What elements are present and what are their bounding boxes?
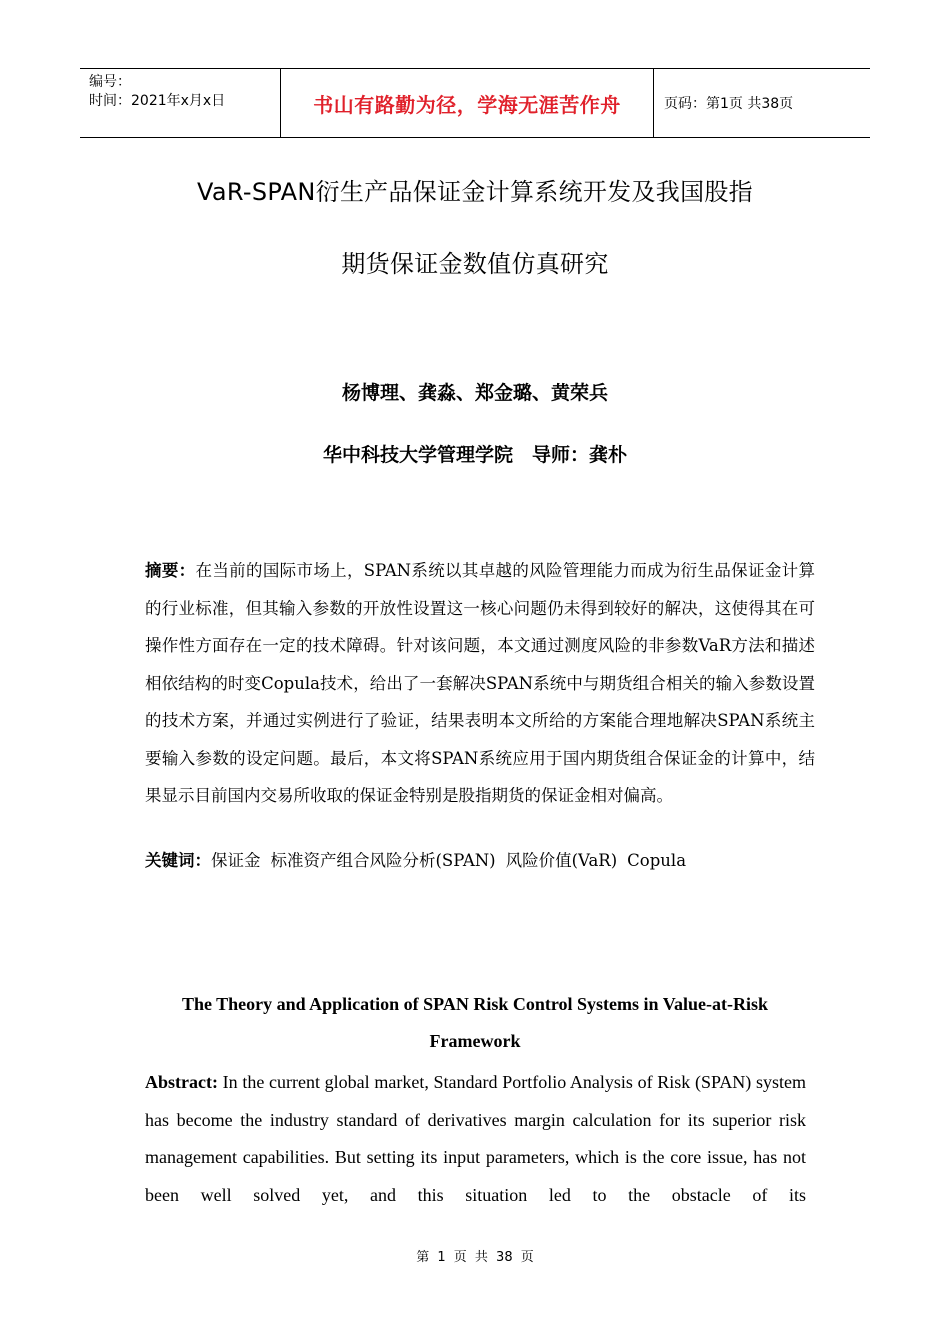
english-abstract [145, 1064, 806, 1214]
chinese-abstract-label: 摘要： [145, 561, 196, 580]
header-motto: 书山有路勤为径，学海无涯苦作舟 [281, 69, 654, 137]
english-title-line-1: The Theory and Application of SPAN Risk Control Systems in Value-at-Risk [181, 994, 769, 1014]
keywords [145, 846, 815, 876]
document-number-label: 编号： [89, 74, 131, 90]
keywords-label: 关键词： [145, 851, 211, 870]
chinese-abstract-text: 在当前的国际市场上，SPAN系统以其卓越的风险管理能力而成为衍生品保证金计算的行业标准，但其输入参数的开放性设置这一核心问题仍未得到较好的解决，这使得其在可操作性方面存在一定的技术障碍。针对该问题，本文通过测度风险的非参数VaR方法和描述相依结构的时变Copula技术，给出了一套解决SPAN系统中与期货组合相关的输入参数设置的技术方案，并通过实例进行了验证，结果表明本文所给的方案能合理地解决SPAN系统主要输入参数的设定问题。最后，本文将SPAN系统应用于国内期货组合保证金的计算中，结果显示目前国内交易所收取的保证金特别是股指期货的保证金相对偏高。 [145, 561, 816, 805]
paper-title-line-2: 期货保证金数值仿真研究 [341, 250, 609, 278]
header-page-info: 页码：第1页 共38页 [664, 96, 794, 112]
keyword: Copula [627, 851, 687, 870]
page-footer: 第 1 页 共 38 页 [416, 1250, 534, 1265]
keyword: 标准资产组合风险分析(SPAN) [270, 851, 496, 870]
chinese-abstract [145, 552, 815, 815]
document-header [80, 68, 870, 138]
english-title-line-2: Framework [429, 1031, 521, 1051]
header-meta [80, 69, 281, 137]
affiliation: 华中科技大学管理学院 导师：龚朴 [322, 444, 627, 466]
document-date: 时间：2021年x月x日 [89, 93, 226, 109]
keyword: 保证金 [211, 851, 261, 870]
paper-title-line-1: VaR-SPAN衍生产品保证金计算系统开发及我国股指 [197, 178, 753, 206]
english-abstract-text: In the current global market, Standard Portfolio Analysis of Risk (SPAN) system has become the industry standard of derivatives margin calculation for its superior risk management capabilities. But setting its input parameters, which is the core issue, has not been well solved yet, and this situation led to the obstacle of its [145, 1072, 806, 1205]
keyword: 风险价值(VaR) [505, 851, 618, 870]
english-abstract-label: Abstract: [145, 1072, 218, 1092]
authors: 杨博理、龚淼、郑金璐、黄荣兵 [341, 382, 608, 404]
